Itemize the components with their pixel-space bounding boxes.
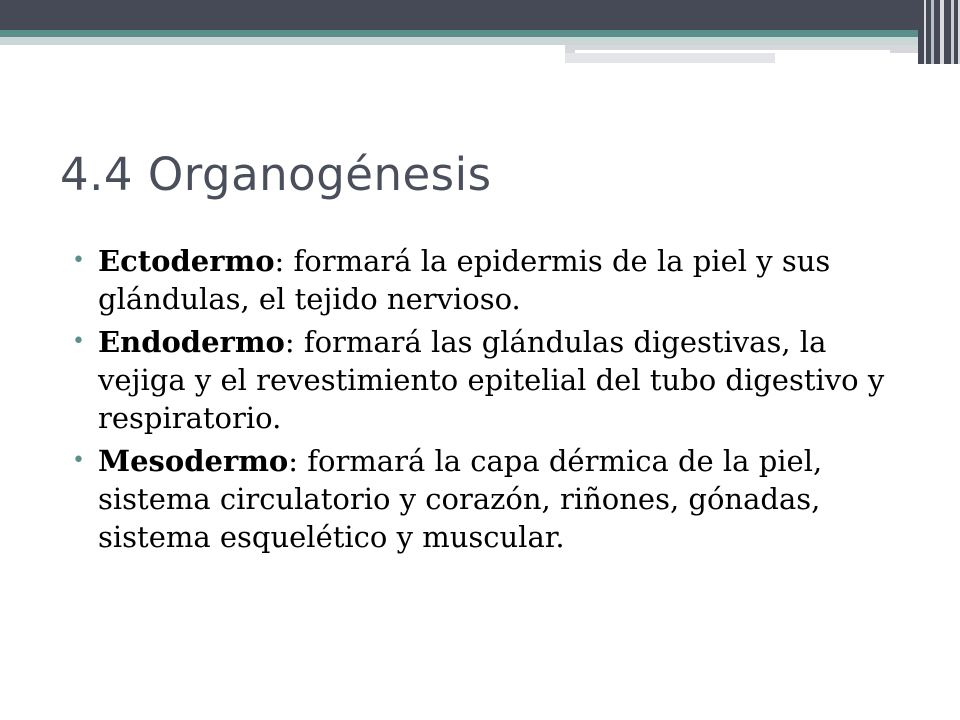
bullet-item-ectodermo — [72, 242, 912, 318]
header-band-dark — [0, 0, 960, 30]
bullet-list — [72, 242, 912, 561]
bullet-term: Ectodermo — [98, 244, 275, 278]
bullet-text: : formará las glándulas digestivas, la vejiga y el revestimiento epitelial del tubo digestivo y respiratorio. — [98, 325, 885, 435]
corner-stripes — [918, 0, 960, 64]
header-white-line — [575, 50, 890, 53]
bullet-icon: • — [72, 248, 85, 273]
bullet-term: Endodermo — [98, 325, 285, 359]
bullet-item-mesodermo — [72, 442, 912, 556]
bullet-text: : formará la epidermis de la piel y sus glándulas, el tejido nervioso. — [98, 244, 831, 316]
bullet-icon: • — [72, 448, 85, 473]
corner-stripe — [951, 0, 954, 64]
slide-title: 4.4 Organogénesis — [60, 148, 492, 201]
corner-stripe — [940, 0, 944, 64]
bullet-text: : formará la capa dérmica de la piel, sistema circulatorio y corazón, riñones, gónadas, sistema esquelético y muscular. — [98, 444, 823, 554]
header-band-gray-short — [565, 53, 775, 63]
header-band-light — [0, 37, 960, 45]
corner-stripe — [931, 0, 934, 64]
bullet-term: Mesodermo — [98, 444, 289, 478]
bullet-icon: • — [72, 329, 85, 354]
corner-stripe — [924, 0, 926, 64]
bullet-item-endodermo — [72, 323, 912, 437]
header-band-teal — [0, 30, 960, 37]
